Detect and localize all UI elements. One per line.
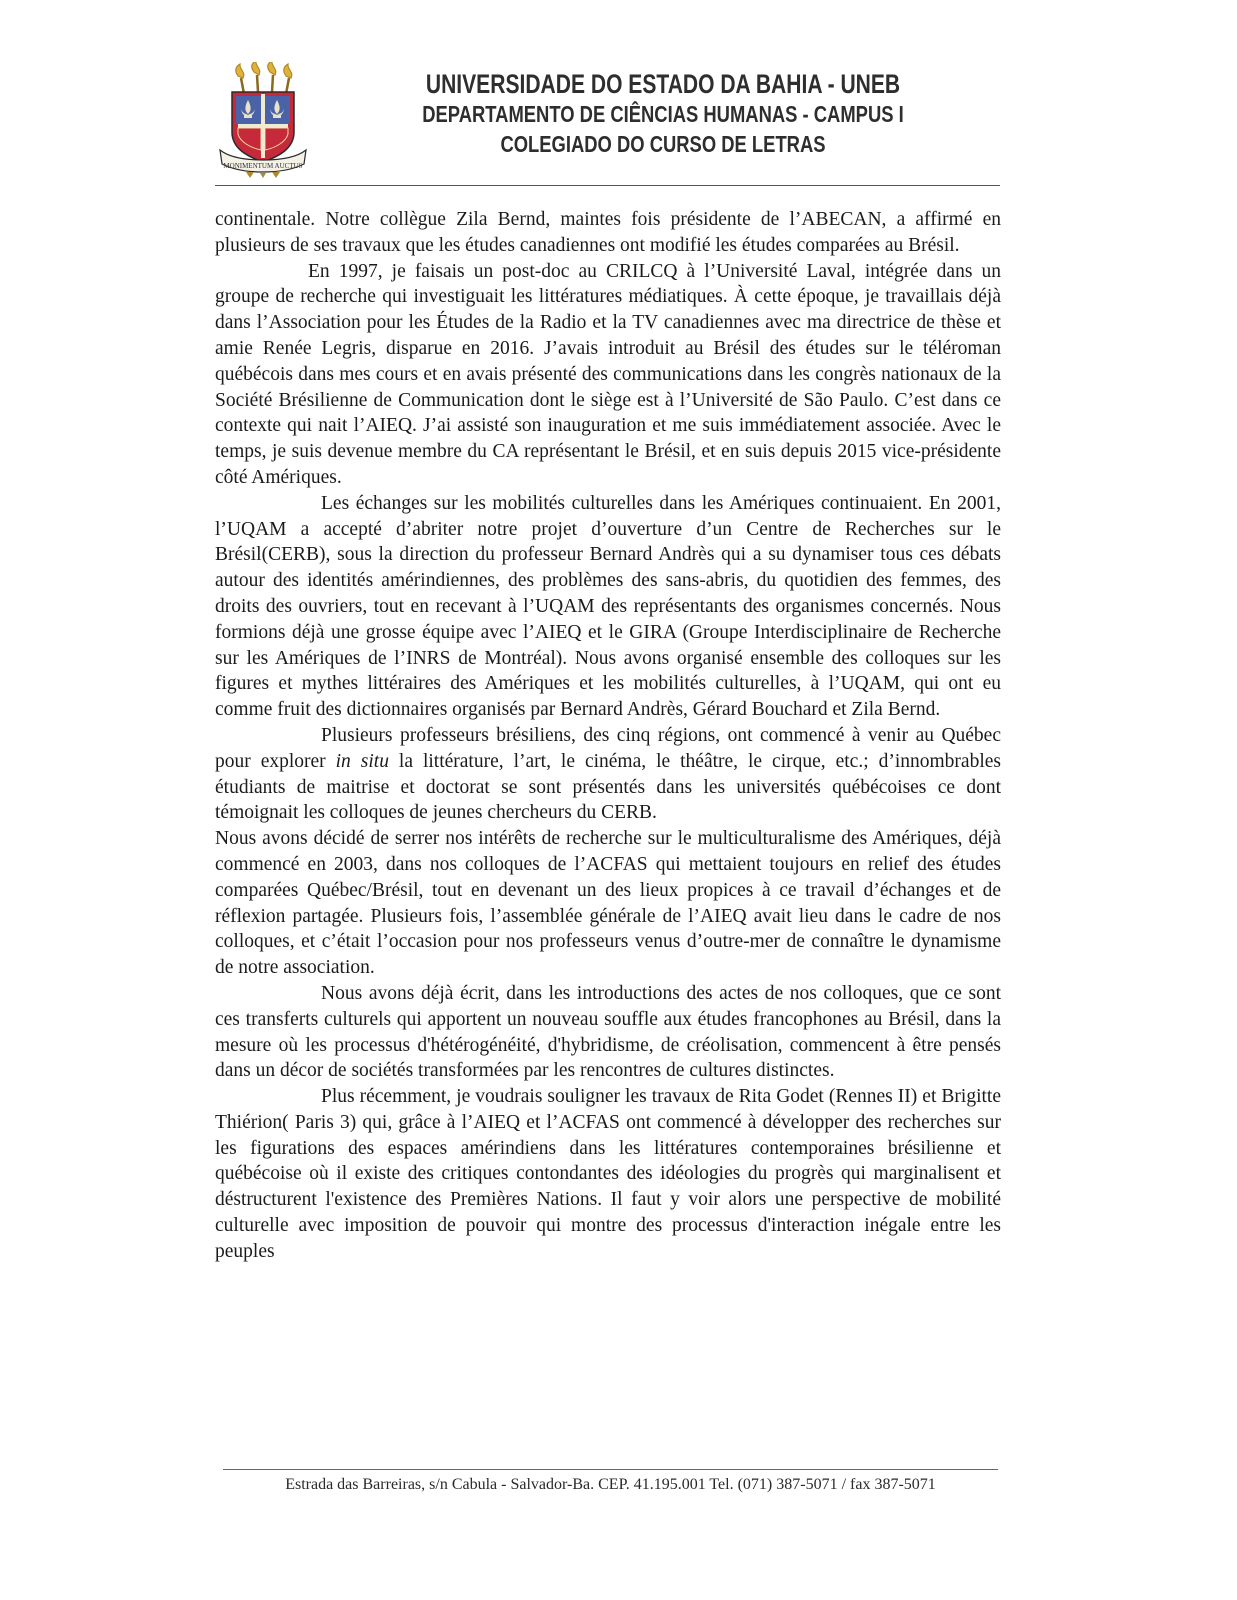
letterhead	[218, 62, 1018, 182]
paragraph-5: Nous avons décidé de serrer nos intérêts de recherche sur le multiculturalisme des Amériques, déjà commencé en 2003, dans nos colloques de l’ACFAS qui mettaient toujours en relief des études comparées Québec/Brésil, tout en devenant un des lieux propices à ce travail d’échanges et de réflexion partagée. Plusieurs fois, l’assemblée générale de l’AIEQ avait lieu dans le cadre de nos colloques, et c’était l’occasion pour nos professeurs venus d’outre-mer de connaître le dynamisme de notre association.	[215, 828, 1001, 979]
footer-address: Estrada das Barreiras, s/n Cabula - Salvador-Ba. CEP. 41.195.001 Tel. (071) 387-5071 / fax 387-5071	[285, 1476, 936, 1493]
paragraph-1: continentale. Notre collègue Zila Bernd, maintes fois présidente de l’ABECAN, a affirmé en plusieurs de ses travaux que les études canadiennes ont modifié les études comparées au Brésil.	[215, 209, 1001, 256]
letter-body	[215, 207, 1001, 1265]
footer-divider	[223, 1469, 998, 1470]
paragraph-6: Nous avons déjà écrit, dans les introductions des actes de nos colloques, que ce sont ces transferts culturels qui apportent un nouveau souffle aux études francophones au Brésil, dans la mesure où les processus d'hétérogénéité, d'hybridisme, de créolisation, commencent à être pensés dans un décor de sociétés transformées par les rencontres de cultures distinctes.	[215, 982, 1001, 1082]
paragraph-4-text-b: la littérature, l’art, le cinéma, le théâtre, le cirque, etc.; d’innombrables étudiants de maitrise et doctorat se sont présentés dans les universités québécoises ce dont témoignait les colloques de jeunes chercheurs du CERB.	[215, 750, 1001, 824]
paragraph-4-italic: in situ	[335, 750, 389, 772]
paragraph-4-text-a: Plusieurs professeurs brésiliens, des cinq régions, ont commencé à venir au Québec pour explorer	[215, 724, 1001, 772]
seal-motto: MONIMENTUM AUCTUS	[223, 162, 303, 170]
paragraph-7: Plus récemment, je voudrais souligner les travaux de Rita Godet (Rennes II) et Brigitte Thiérion( Paris 3) qui, grâce à l’AIEQ et l’ACFAS ont commencé à développer des recherches sur les figurations des espaces amérindiens dans les littératures contemporaines brésilienne et québécoise où il existe des critiques contondantes des idéologies du progrès qui marginalisent et déstructurent l'existence des Premières Nations. Il faut y voir alors une perspective de mobilité culturelle avec imposition de pouvoir qui montre des processus d'interaction inégale entre les peuples	[215, 1086, 1001, 1262]
paragraph-3: Les échanges sur les mobilités culturelles dans les Amériques continuaient. En 2001, l’UQAM a accepté d’abriter notre projet d’ouverture d’un Centre de Recherches sur le Brésil(CERB), sous la direction du professeur Bernard Andrès qui a su dynamiser tous ces débats autour des identités amérindiennes, des problèmes des sans-abris, du quotidien des femmes, des droits des ouvriers, tout en recevant à l’UQAM des représentants des organismes concernés. Nous formions déjà une grosse équipe avec l’AIEQ et le GIRA (Groupe Interdisciplinaire de Recherche sur les Amériques de l’INRS de Montréal). Nous avons organisé ensemble des colloques sur les figures et mythes littéraires des Amériques et les mobilités culturelles, à l’UQAM, qui ont eu comme fruit des dictionnaires organisés par Bernard Andrès, Gérard Bouchard et Zila Bernd.	[215, 492, 1001, 721]
university-name: UNIVERSIDADE DO ESTADO DA BAHIA - UNEB	[425, 69, 901, 99]
torch-flames	[236, 62, 292, 78]
letterhead-titles	[318, 68, 1008, 160]
department-name: DEPARTAMENTO DE CIÊNCIAS HUMANAS - CAMPUS I	[422, 101, 904, 127]
course-collegiate: COLEGIADO DO CURSO DE LETRAS	[500, 131, 826, 157]
paragraph-2: En 1997, je faisais un post-doc au CRILCQ à l’Université Laval, intégrée dans un groupe de recherche qui investiguait les littératures médiatiques. À cette époque, je travaillais déjà dans l’Association pour les Études de la Radio et la TV canadiennes avec ma directrice de thèse et amie Renée Legris, disparue en 2016. J’avais introduit au Brésil des études sur le téléroman québécois dans mes cours et en avais présenté des communications dans les congrès nationaux de la Société Brésilienne de Communication dont le siège est à l’Université de São Paulo. C’est dans ce contexte qui nait l’AIEQ. J’ai assisté son inauguration et me suis immédiatement associée. Avec le temps, je suis devenue membre du CA représentant le Brésil, et en suis depuis 2015 vice-présidente côté Amériques.	[215, 260, 1001, 488]
header-divider	[215, 185, 1000, 186]
paragraph-4	[215, 723, 1001, 826]
university-seal-icon	[218, 62, 308, 178]
